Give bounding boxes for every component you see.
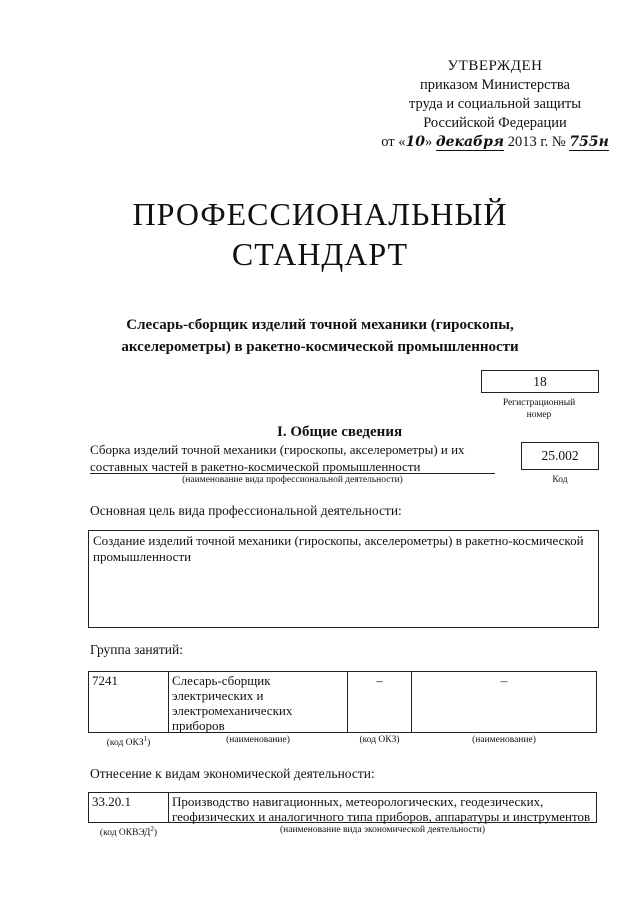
approval-line-1: приказом Министерства <box>420 77 570 93</box>
occupation-name-1 <box>168 671 348 733</box>
date-year: 2013 г. № <box>507 134 566 150</box>
registration-number-box: 18 <box>481 370 599 393</box>
activity-underline <box>90 473 495 474</box>
caption-okved-end: ) <box>153 828 158 839</box>
activity-line-1: Сборка изделий точной механики (гироскопы, акселерометры) и их <box>90 442 465 457</box>
approval-line-2: труда и социальной защиты <box>409 96 581 112</box>
date-month: декабря <box>435 134 505 150</box>
goal-text-line-1: Создание изделий точной механики (гироскопы, акселерометры) в ракетно-космической <box>93 533 584 548</box>
standard-subtitle <box>90 314 550 358</box>
goal-text <box>89 531 598 567</box>
activity-caption: (наименование вида профессиональной деятельности) <box>182 475 403 485</box>
goal-label: Основная цель вида профессиональной деятельности: <box>90 503 402 518</box>
section-heading: I. Общие сведения <box>277 424 403 440</box>
caption-okz-1-text: (код ОКЗ <box>106 738 144 749</box>
caption-okved-name: (наименование вида экономической деятельности) <box>280 825 485 835</box>
okved-name-line-2: геофизических и аналогичного типа приборов, аппаратуры и инструментов <box>172 809 591 824</box>
registration-label <box>481 397 597 421</box>
approval-block <box>380 57 610 152</box>
date-day: 10 <box>405 134 425 150</box>
registration-label-line-2: номер <box>526 410 552 420</box>
okved-name-line-1: Производство навигационных, метеорологических, геодезических, <box>172 794 544 809</box>
occupation-name-1-line-4: приборов <box>172 718 225 733</box>
caption-name-1: (наименование) <box>226 735 290 745</box>
occupations-label: Группа занятий: <box>90 642 183 657</box>
approval-date-line <box>380 133 610 152</box>
caption-okved-text: (код ОКВЭД <box>99 828 151 839</box>
date-prefix: от « <box>381 134 406 150</box>
occupation-code-1: 7241 <box>88 671 169 733</box>
okved-code: 33.20.1 <box>88 792 169 823</box>
caption-okz-1-sup: 1 <box>143 735 148 743</box>
caption-okved-sup: 2 <box>150 825 154 833</box>
registration-label-line-1: Регистрационный <box>502 398 576 408</box>
caption-okz-1 <box>88 735 169 748</box>
occupation-name-1-line-2: электрических и <box>172 688 264 703</box>
occupation-code-2: – <box>347 671 412 733</box>
occupation-name-1-line-3: электромеханических <box>172 703 293 718</box>
caption-okz-1-end: ) <box>147 738 151 749</box>
subtitle-line-1: Слесарь-сборщик изделий точной механики (гироскопы, <box>126 317 514 333</box>
economic-label: Отнесение к видам экономической деятельности: <box>90 766 375 781</box>
standard-title-line-2: СТАНДАРТ <box>231 236 409 272</box>
approval-line-3: Российской Федерации <box>423 115 567 131</box>
order-number: 755н <box>569 134 609 150</box>
date-mid: » <box>424 134 433 150</box>
okved-name <box>168 792 597 823</box>
subtitle-line-2: акселерометры) в ракетно-космической промышленности <box>121 339 519 355</box>
activity-name <box>90 441 493 475</box>
caption-okz-2: (код ОКЗ) <box>359 735 400 745</box>
activity-code-box: 25.002 <box>521 442 599 470</box>
goal-text-line-2: промышленности <box>93 549 192 564</box>
activity-line-2: составных частей в ракетно-космической промышленности <box>90 459 421 474</box>
standard-title-line-1: ПРОФЕССИОНАЛЬНЫЙ <box>132 196 508 232</box>
activity-code-label: Код <box>552 475 568 485</box>
caption-okved <box>88 825 169 838</box>
occupation-name-1-line-1: Слесарь-сборщик <box>172 673 271 688</box>
caption-name-2: (наименование) <box>472 735 536 745</box>
approval-title: УТВЕРЖДЕН <box>447 58 543 74</box>
goal-box <box>88 530 599 628</box>
occupation-name-2: – <box>411 671 597 733</box>
